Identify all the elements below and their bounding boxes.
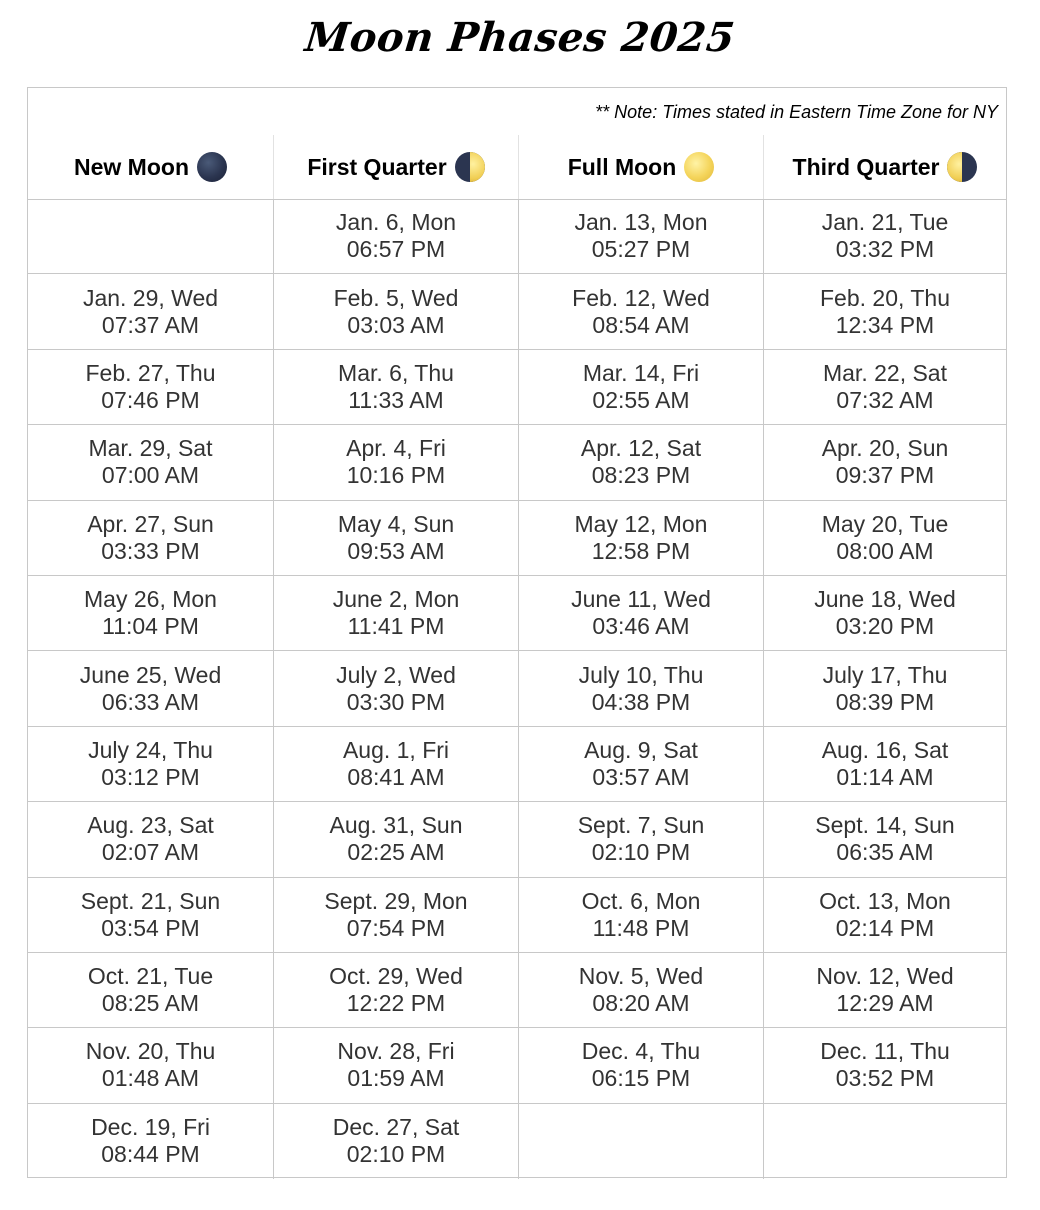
phase-time: 03:33 PM (101, 537, 200, 564)
phase-time: 06:33 AM (101, 688, 200, 715)
column-header-full-moon (518, 135, 763, 199)
table-cell (763, 501, 1006, 575)
table-cell (273, 576, 518, 650)
table-cell (28, 878, 273, 952)
phase-time: 02:55 AM (592, 386, 690, 413)
table-cell (28, 199, 273, 273)
table-row (28, 1028, 1006, 1103)
table-cell (763, 878, 1006, 952)
table-cell (518, 651, 763, 725)
phase-time: 02:14 PM (835, 914, 935, 941)
phase-time: 03:54 PM (101, 914, 200, 941)
table-cell (763, 802, 1006, 876)
phase-time: 08:39 PM (835, 688, 935, 715)
phase-date: Jan. 13, Mon (574, 209, 708, 236)
table-cell (273, 953, 518, 1027)
phase-time: 08:41 AM (347, 763, 445, 790)
phase-date: Nov. 12, Wed (816, 963, 954, 990)
phase-time: 08:25 AM (101, 990, 200, 1017)
table-cell (28, 727, 273, 801)
phase-date: Dec. 27, Sat (332, 1114, 460, 1141)
phase-date: June 2, Mon (332, 586, 460, 613)
timezone-note: ** Note: Times stated in Eastern Time Zone for NY (595, 102, 998, 122)
table-cell (518, 953, 763, 1027)
phase-date: Oct. 21, Tue (87, 963, 214, 990)
table-cell (273, 1104, 518, 1179)
phase-time: 11:48 PM (592, 914, 690, 941)
table-cell (273, 1028, 518, 1102)
table-row (28, 727, 1006, 802)
phase-time: 03:32 PM (835, 236, 935, 263)
phase-time: 01:59 AM (347, 1065, 445, 1092)
table-row (28, 199, 1006, 274)
table-row (28, 651, 1006, 726)
phase-date: Jan. 29, Wed (82, 284, 219, 311)
column-header-new-moon (28, 135, 273, 199)
table-row (28, 878, 1006, 953)
table-cell (273, 802, 518, 876)
phase-date: Mar. 29, Sat (88, 435, 213, 462)
table-cell (273, 651, 518, 725)
table-cell (28, 274, 273, 348)
phase-time: 06:15 PM (591, 1065, 691, 1092)
table-cell (273, 501, 518, 575)
table-cell (763, 727, 1006, 801)
phase-date: May 4, Sun (337, 510, 455, 537)
column-header-first-quarter (273, 135, 518, 199)
phase-date: July 24, Thu (88, 736, 213, 763)
phase-date: Aug. 23, Sat (87, 812, 214, 839)
table-cell (763, 1028, 1006, 1102)
phase-date: Oct. 6, Mon (581, 887, 701, 914)
phase-time: 12:34 PM (835, 311, 935, 338)
phase-date: Sept. 21, Sun (80, 887, 221, 914)
table-cell (518, 802, 763, 876)
phase-date: Mar. 6, Thu (338, 359, 454, 386)
table-row (28, 802, 1006, 877)
column-header-label: Third Quarter (792, 153, 940, 180)
phase-date: Nov. 20, Thu (85, 1038, 216, 1065)
third-quarter-moon-icon (947, 152, 977, 182)
phase-date: Dec. 19, Fri (91, 1114, 210, 1141)
table-cell (28, 1028, 273, 1102)
phase-date: Aug. 16, Sat (821, 736, 949, 763)
phase-date: July 2, Wed (336, 661, 456, 688)
phase-time: 12:22 PM (346, 990, 446, 1017)
phase-time: 03:30 PM (346, 688, 446, 715)
table-row (28, 501, 1006, 576)
table-row (28, 576, 1006, 651)
phase-date: Apr. 27, Sun (87, 510, 214, 537)
phase-time: 07:37 AM (101, 311, 200, 338)
table-cell (518, 501, 763, 575)
phase-time: 04:38 PM (591, 688, 691, 715)
phase-time: 06:57 PM (346, 236, 446, 263)
column-header-third-quarter (763, 135, 1006, 199)
phase-time: 02:25 AM (347, 839, 445, 866)
table-cell (28, 651, 273, 725)
phase-time: 02:10 PM (591, 839, 691, 866)
phase-time: 03:57 AM (592, 763, 690, 790)
table-cell (518, 1028, 763, 1102)
phase-time: 08:54 AM (592, 311, 690, 338)
phase-time: 05:27 PM (591, 236, 691, 263)
table-cell (763, 576, 1006, 650)
table-cell (273, 878, 518, 952)
phase-date: Feb. 27, Thu (85, 359, 216, 386)
full-moon-icon (684, 152, 714, 182)
phase-date: July 17, Thu (822, 661, 948, 688)
phase-date: Feb. 5, Wed (333, 284, 459, 311)
phase-time: 03:52 PM (835, 1065, 935, 1092)
table-cell (763, 199, 1006, 273)
table-row (28, 953, 1006, 1028)
phase-date: Nov. 28, Fri (337, 1038, 455, 1065)
table-cell (273, 727, 518, 801)
phase-date: Oct. 13, Mon (819, 887, 951, 914)
phase-time: 03:20 PM (835, 613, 935, 640)
phase-date: Feb. 20, Thu (820, 284, 950, 311)
phase-time: 09:53 AM (347, 537, 445, 564)
phase-date: Mar. 14, Fri (582, 359, 700, 386)
phase-time: 09:37 PM (835, 462, 935, 489)
phase-time: 06:35 AM (836, 839, 934, 866)
phase-time: 07:46 PM (101, 386, 200, 413)
table-cell (518, 576, 763, 650)
phase-date: Dec. 11, Thu (820, 1038, 950, 1065)
phase-time: 01:14 AM (836, 763, 934, 790)
table-row (28, 274, 1006, 349)
table-cell (28, 1104, 273, 1179)
table-cell (518, 350, 763, 424)
table-cell (518, 1104, 763, 1179)
phase-date: Apr. 4, Fri (346, 435, 446, 462)
phase-time: 01:48 AM (101, 1065, 200, 1092)
phase-date: June 11, Wed (571, 586, 711, 613)
table-cell (28, 350, 273, 424)
phase-time: 08:00 AM (836, 537, 934, 564)
phase-date: Jan. 21, Tue (821, 209, 949, 236)
phase-time: 02:07 AM (101, 839, 200, 866)
phase-date: Aug. 1, Fri (342, 736, 450, 763)
phase-time: 07:54 PM (346, 914, 446, 941)
phase-date: Oct. 29, Wed (329, 963, 463, 990)
table-body (28, 199, 1006, 1179)
phase-date: June 25, Wed (79, 661, 222, 688)
phase-date: Nov. 5, Wed (578, 963, 704, 990)
table-row (28, 1104, 1006, 1179)
table-cell (518, 425, 763, 499)
phase-date: Dec. 4, Thu (581, 1038, 701, 1065)
phase-time: 03:12 PM (101, 763, 200, 790)
table-cell (28, 576, 273, 650)
phase-time: 03:03 AM (347, 311, 445, 338)
column-header-label: First Quarter (307, 153, 447, 180)
table-cell (763, 274, 1006, 348)
table-cell (763, 651, 1006, 725)
phase-date: May 26, Mon (84, 586, 217, 613)
table-cell (763, 1104, 1006, 1179)
table-cell (518, 199, 763, 273)
table-cell (273, 274, 518, 348)
phase-time: 11:04 PM (102, 613, 199, 640)
moon-phases-table (27, 87, 1007, 1178)
table-cell (273, 199, 518, 273)
phase-date: Apr. 20, Sun (821, 435, 949, 462)
table-cell (518, 727, 763, 801)
phase-date: June 18, Wed (814, 586, 956, 613)
table-cell (763, 953, 1006, 1027)
phase-date: Sept. 7, Sun (577, 812, 705, 839)
phase-date: Feb. 12, Wed (572, 284, 710, 311)
table-cell (273, 350, 518, 424)
table-cell (763, 350, 1006, 424)
table-cell (518, 274, 763, 348)
table-cell (763, 425, 1006, 499)
table-cell (28, 501, 273, 575)
new-moon-icon (197, 152, 227, 182)
phase-time: 08:20 AM (592, 990, 690, 1017)
phase-date: Aug. 31, Sun (329, 812, 463, 839)
table-row (28, 425, 1006, 500)
phase-time: 03:46 AM (592, 613, 690, 640)
phase-date: Mar. 22, Sat (822, 359, 947, 386)
first-quarter-moon-icon (455, 152, 485, 182)
phase-time: 11:41 PM (347, 613, 445, 640)
phase-date: Sept. 14, Sun (815, 812, 955, 839)
table-header (28, 135, 1006, 200)
phase-time: 12:29 AM (836, 990, 934, 1017)
column-header-label: Full Moon (567, 153, 677, 180)
phase-date: May 12, Mon (574, 510, 708, 537)
phase-date: Apr. 12, Sat (580, 435, 702, 462)
phase-time: 08:23 PM (591, 462, 691, 489)
phase-time: 11:33 AM (348, 386, 444, 413)
phase-date: May 20, Tue (821, 510, 949, 537)
table-row (28, 350, 1006, 425)
phase-date: Jan. 6, Mon (335, 209, 457, 236)
phase-time: 07:00 AM (101, 462, 200, 489)
phase-date: Aug. 9, Sat (584, 736, 698, 763)
phase-date: Sept. 29, Mon (324, 887, 468, 914)
table-cell (518, 878, 763, 952)
table-cell (28, 953, 273, 1027)
phase-date: July 10, Thu (578, 661, 704, 688)
phase-time: 08:44 PM (101, 1141, 200, 1168)
phase-time: 10:16 PM (346, 462, 446, 489)
column-header-label: New Moon (74, 153, 189, 180)
page-title: Moon Phases 2025 (302, 14, 738, 61)
phase-time: 02:10 PM (346, 1141, 446, 1168)
phase-time: 07:32 AM (836, 386, 934, 413)
table-cell (28, 425, 273, 499)
table-cell (28, 802, 273, 876)
phase-time: 12:58 PM (591, 537, 691, 564)
table-cell (273, 425, 518, 499)
